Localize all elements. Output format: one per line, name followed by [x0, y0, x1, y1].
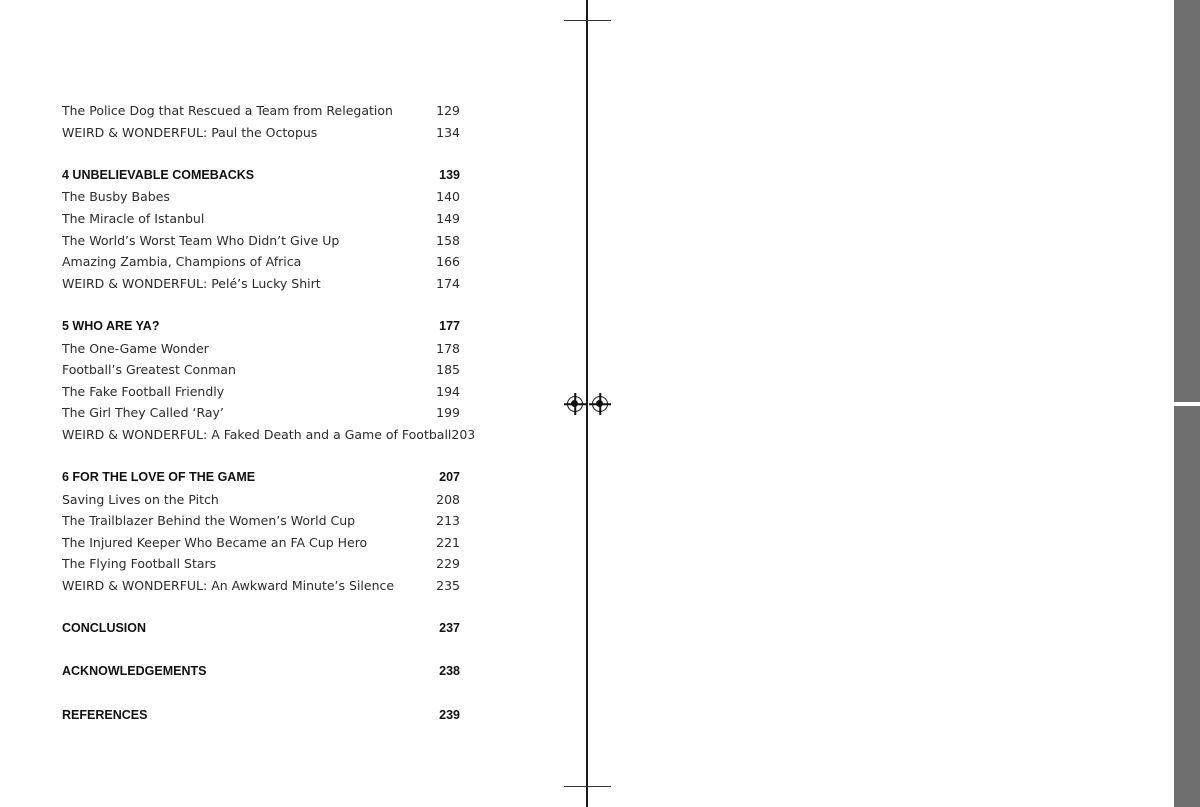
toc-section-heading[interactable]: [62, 705, 462, 727]
toc-page-number: 139: [439, 167, 460, 182]
toc-page-number: 134: [436, 124, 460, 140]
toc-section-heading[interactable]: [62, 467, 462, 489]
toc-page-number: 237: [439, 621, 460, 636]
toc-entry[interactable]: [62, 553, 462, 575]
toc-page-number: 207: [439, 470, 460, 485]
toc-section-heading[interactable]: [62, 618, 462, 640]
toc-entry-title: ACKNOWLEDGEMENTS: [62, 664, 207, 679]
toc-page-number: 129: [436, 103, 460, 118]
toc-entry-title: The Injured Keeper Who Became an FA Cup Hero: [62, 534, 368, 550]
toc-page-number: 185: [436, 362, 460, 378]
toc-entry-title: The World’s Worst Team Who Didn’t Give Up: [62, 232, 340, 248]
toc-entry[interactable]: [62, 575, 462, 597]
toc-entry-title: The One-Game Wonder: [62, 340, 209, 356]
toc-entry[interactable]: [62, 510, 462, 532]
toc-entry[interactable]: [62, 424, 476, 446]
toc-entry-title: The Police Dog that Rescued a Team from Relegation: [62, 103, 393, 118]
toc-page-number: 199: [436, 405, 460, 421]
toc-entry[interactable]: [62, 489, 462, 511]
section-spacer: [62, 446, 462, 468]
toc-page-number: 194: [436, 383, 460, 399]
toc-page-number: 213: [436, 513, 460, 529]
toc-entry[interactable]: [62, 338, 462, 360]
section-spacer: [62, 597, 462, 619]
toc-entry-title: REFERENCES: [62, 707, 148, 722]
toc-entry-title: Saving Lives on the Pitch: [62, 491, 219, 507]
toc-entry-title: Amazing Zambia, Champions of Africa: [62, 254, 302, 270]
toc-entry[interactable]: [62, 208, 462, 230]
toc-page-number: 177: [439, 318, 460, 333]
toc-section-heading[interactable]: [62, 165, 462, 187]
toc-entry[interactable]: [62, 402, 462, 424]
section-spacer: [62, 683, 462, 705]
toc-entry[interactable]: [62, 381, 462, 403]
toc-entry[interactable]: [62, 251, 462, 273]
toc-entry-title: The Miracle of Istanbul: [62, 210, 205, 226]
toc-page-number: 235: [436, 578, 460, 594]
section-spacer: [62, 143, 462, 165]
crop-mark-top: [564, 20, 611, 21]
toc-entry-title: The Girl They Called ‘Ray’: [62, 405, 224, 421]
toc-entry[interactable]: [62, 359, 462, 381]
toc-entry-title: The Trailblazer Behind the Women’s World Cup: [62, 513, 356, 529]
registration-mark-right-icon: [592, 396, 608, 412]
toc-entry-title: Football’s Greatest Conman: [62, 362, 236, 378]
section-spacer: [62, 640, 462, 662]
toc-entry-title: WEIRD & WONDERFUL: A Faked Death and a Game of Football: [62, 426, 452, 442]
toc-page-number: 203: [451, 426, 476, 442]
toc-entry[interactable]: [62, 532, 462, 554]
toc-page-number: 238: [439, 664, 460, 679]
toc-entry[interactable]: [62, 186, 462, 208]
toc-page-number: 239: [439, 707, 460, 722]
toc-entry-title: CONCLUSION: [62, 621, 147, 636]
toc-page-number: 174: [436, 275, 460, 291]
toc-entry-title: 6 FOR THE LOVE OF THE GAME: [62, 470, 256, 485]
toc-page-number: 221: [436, 534, 460, 550]
toc-entry-title: 4 UNBELIEVABLE COMEBACKS: [62, 167, 255, 182]
toc-section-heading[interactable]: [62, 316, 462, 338]
vertical-scrollbar[interactable]: [1174, 0, 1200, 807]
toc-entry-title: 5 WHO ARE YA?: [62, 318, 160, 333]
toc-entry-title: The Fake Football Friendly: [62, 383, 225, 399]
toc-page-number: 158: [436, 232, 460, 248]
toc-entry-title: WEIRD & WONDERFUL: An Awkward Minute’s Silence: [62, 578, 395, 594]
section-spacer: [62, 294, 462, 316]
toc-page-number: 140: [436, 189, 460, 205]
toc-entry[interactable]: [62, 230, 462, 252]
toc-entry-title: WEIRD & WONDERFUL: Paul the Octopus: [62, 124, 318, 140]
toc-section-heading[interactable]: [62, 661, 462, 683]
toc-page-number: 178: [436, 340, 460, 356]
table-of-contents: [62, 100, 476, 726]
toc-page-number: 149: [436, 210, 460, 226]
toc-page-number: 229: [436, 556, 460, 572]
crop-mark-bottom: [564, 786, 611, 787]
toc-page-number: 166: [436, 254, 460, 270]
scrollbar-thumb-marker[interactable]: [1174, 402, 1200, 406]
toc-entry-title: The Flying Football Stars: [62, 556, 217, 572]
toc-page-number: 208: [436, 491, 460, 507]
registration-mark-left-icon: [567, 396, 583, 412]
page-spine-divider: [586, 0, 588, 807]
toc-entry-title: The Busby Babes: [62, 189, 170, 205]
toc-entry[interactable]: [62, 100, 462, 122]
toc-entry[interactable]: [62, 122, 462, 144]
toc-entry[interactable]: [62, 273, 462, 295]
toc-entry-title: WEIRD & WONDERFUL: Pelé’s Lucky Shirt: [62, 275, 321, 291]
